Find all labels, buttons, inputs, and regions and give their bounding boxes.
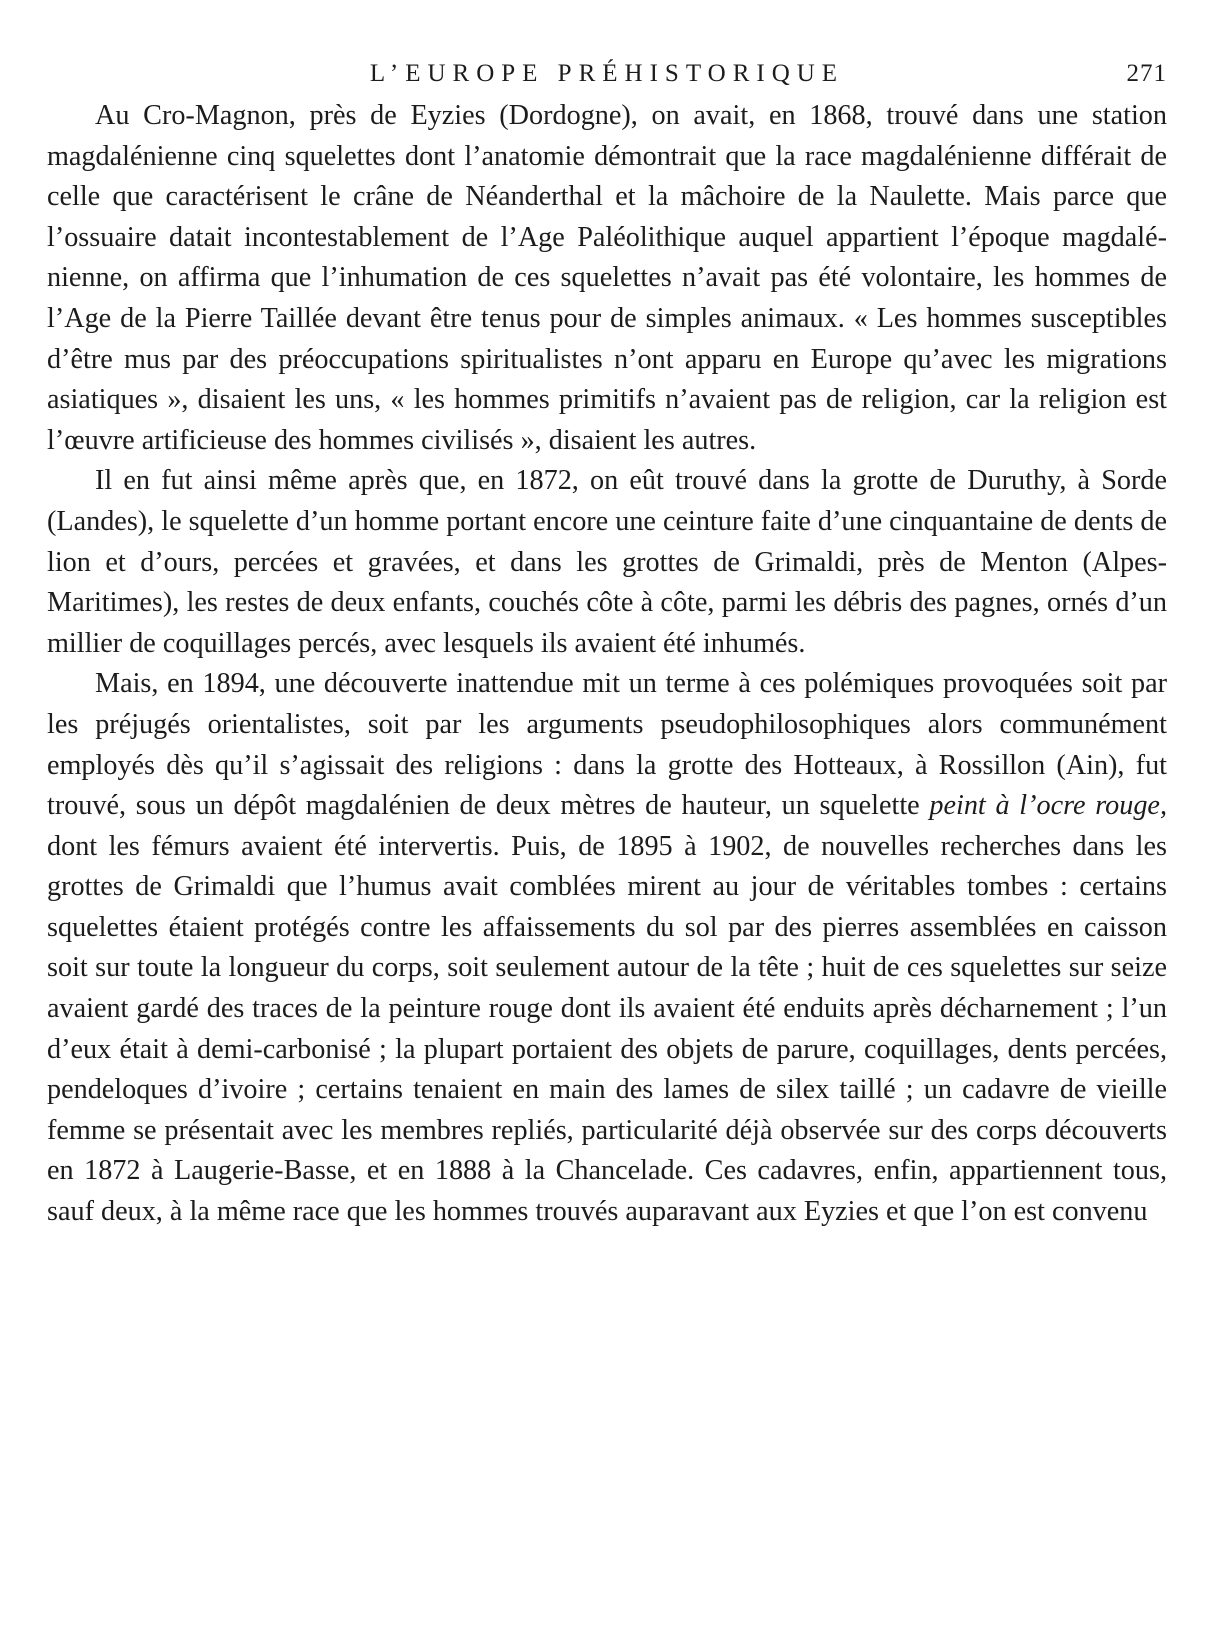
page-number: 271 bbox=[1126, 60, 1167, 87]
paragraph-3-text-before: Mais, en 1894, une découverte inattendue mit un terme à ces polémiques provoquées soit par les préjugés orientalistes, soit par les arguments pseudophilosophiques alors communément employés dès qu’il s’agissait des religions : dans la grotte des Hotteaux, à Rossillon (Ain), fut trouvé, sous un dépôt magdalénien de deux mètres de hauteur, un squelette bbox=[47, 668, 1167, 822]
paragraph-1: Au Cro-Magnon, près de Eyzies (Dordogne), on avait, en 1868, trouvé dans une station magdalénienne cinq squelettes dont l’anatomie démontrait que la race magdalénienne différait de celle que caractérisent le crâne de Néanderthal et la mâchoire de la Naulette. Mais parce que l’ossuaire datait incontestablement de l’Age Paléolithique auquel appartient l’époque magdalénienne, on affirma que l’inhumation de ces squelettes n’avait pas été volontaire, les hommes de l’Age de la Pierre Taillée devant être tenus pour de simples animaux. « Les hommes susceptibles d’être mus par des préoccupations spiritualistes n’ont apparu en Europe qu’avec les migrations asiatiques », disaient les uns, « les hommes primitifs n’avaient pas de religion, car la religion est l’œuvre artificieuse des hommes civilisés », disaient les autres. bbox=[47, 100, 1167, 456]
paragraph-3-italic-phrase: peint à l’ocre rouge, bbox=[929, 790, 1167, 822]
running-title: L’EUROPE PRÉHISTORIQUE bbox=[369, 60, 845, 87]
book-page bbox=[47, 52, 1167, 1233]
paragraph-3 bbox=[47, 664, 1167, 1232]
body-text bbox=[47, 96, 1167, 1233]
paragraph-3-text-after: dont les fémurs avaient été intervertis. Puis, de 1895 à 1902, de nouvelles recherches dans les grottes de Grimaldi que l’humus avait comblées mirent au jour de véritables tombes : certains squelettes étaient protégés contre les affaissements du sol par des pierres assemblées en caisson soit sur toute la longueur du corps, soit seulement autour de la tête ; huit de ces squelettes sur seize avaient gardé des traces de la peinture rouge dont ils avaient été enduits après décharnement ; l’un d’eux était à demi-carbonisé ; la plupart portaient des objets de parure, coquillages, dents percées, pendeloques d’ivoire ; certains tenaient en main des lames de silex taillé ; un cadavre de vieille femme se présentait avec les membres repliés, particularité déjà observée sur des corps découverts en 1872 à Laugerie-Basse, et en 1888 à la Chancelade. Ces cadavres, enfin, appartiennent tous, sauf deux, à la même race que les hommes trouvés auparavant aux Eyzies et que l’on est convenu bbox=[47, 830, 1167, 1228]
running-header bbox=[47, 52, 1167, 96]
paragraph-2: Il en fut ainsi même après que, en 1872, on eût trouvé dans la grotte de Duruthy, à Sorde (Landes), le squelette d’un homme portant encore une ceinture faite d’une cinquantaine de dents de lion et d’ours, percées et gravées, et dans les grottes de Grimaldi, près de Menton (Alpes-Maritimes), les restes de deux enfants, couchés côte à côte, parmi les débris des pagnes, ornés d’un millier de coquillages percés, avec lesquels ils avaient été inhumés. bbox=[47, 465, 1167, 659]
